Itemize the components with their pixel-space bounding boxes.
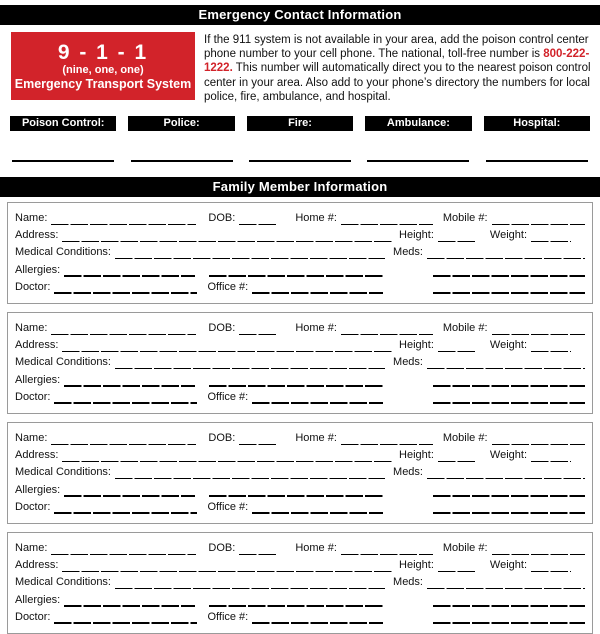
office-phone-field[interactable] bbox=[252, 611, 383, 624]
meds-label: Meds: bbox=[393, 576, 423, 589]
name-field[interactable] bbox=[51, 542, 196, 555]
allergies-extra-field[interactable] bbox=[209, 594, 383, 607]
meds-label: Meds: bbox=[393, 466, 423, 479]
address-field[interactable] bbox=[62, 229, 393, 242]
home-phone-label: Home #: bbox=[295, 542, 337, 555]
hospital-label: Hospital: bbox=[484, 116, 590, 131]
medical-conditions-label: Medical Conditions: bbox=[15, 356, 111, 369]
medical-conditions-field[interactable] bbox=[115, 466, 385, 479]
weight-field[interactable] bbox=[531, 559, 571, 572]
allergies-extra-field[interactable] bbox=[209, 374, 383, 387]
height-field[interactable] bbox=[438, 559, 476, 572]
member-row-doctor bbox=[15, 390, 585, 404]
medical-conditions-label: Medical Conditions: bbox=[15, 576, 111, 589]
office-phone-field[interactable] bbox=[252, 501, 383, 514]
dob-field[interactable] bbox=[239, 322, 277, 335]
member-row-allergies bbox=[15, 593, 585, 607]
page-title: Emergency Contact Information bbox=[0, 5, 600, 25]
poison-control-number-field[interactable] bbox=[12, 160, 114, 162]
name-label: Name: bbox=[15, 212, 48, 225]
meds-extra-field-2[interactable] bbox=[433, 611, 585, 624]
height-field[interactable] bbox=[438, 229, 476, 242]
address-label: Address: bbox=[15, 449, 59, 462]
member-row-address bbox=[15, 448, 585, 462]
allergies-field[interactable] bbox=[64, 264, 195, 277]
member-row-medical bbox=[15, 245, 585, 259]
dob-field[interactable] bbox=[239, 212, 277, 225]
home-phone-label: Home #: bbox=[295, 322, 337, 335]
fire-label: Fire: bbox=[247, 116, 353, 131]
allergies-extra-field[interactable] bbox=[209, 264, 383, 277]
meds-field[interactable] bbox=[427, 576, 585, 589]
office-phone-label: Office #: bbox=[207, 500, 249, 513]
doctor-label: Doctor: bbox=[15, 390, 51, 403]
name-field[interactable] bbox=[51, 212, 196, 225]
weight-field[interactable] bbox=[531, 449, 571, 462]
meds-extra-field-1[interactable] bbox=[433, 484, 585, 497]
member-row-address bbox=[15, 558, 585, 572]
height-label: Height: bbox=[399, 559, 434, 572]
home-phone-field[interactable] bbox=[341, 432, 433, 445]
family-section-title: Family Member Information bbox=[0, 177, 600, 197]
dob-label: DOB: bbox=[208, 322, 236, 335]
family-member-card bbox=[7, 532, 593, 634]
weight-field[interactable] bbox=[531, 229, 571, 242]
poison-control-instructions bbox=[204, 32, 595, 104]
family-member-card bbox=[7, 422, 593, 524]
ambulance-number-field[interactable] bbox=[367, 160, 469, 162]
member-row-doctor bbox=[15, 500, 585, 514]
office-phone-field[interactable] bbox=[252, 391, 383, 404]
office-phone-field[interactable] bbox=[252, 281, 383, 294]
weight-field[interactable] bbox=[531, 339, 571, 352]
home-phone-label: Home #: bbox=[295, 212, 337, 225]
address-field[interactable] bbox=[62, 449, 393, 462]
weight-label: Weight: bbox=[489, 229, 527, 242]
family-members-list bbox=[7, 202, 593, 634]
hospital-number-field[interactable] bbox=[486, 160, 588, 162]
allergies-extra-field[interactable] bbox=[209, 484, 383, 497]
allergies-label: Allergies: bbox=[15, 593, 61, 606]
doctor-field[interactable] bbox=[54, 501, 197, 514]
family-member-card bbox=[7, 312, 593, 414]
member-row-address bbox=[15, 228, 585, 242]
call-911-caption: Emergency Transport System bbox=[14, 76, 192, 91]
meds-field[interactable] bbox=[427, 246, 585, 259]
meds-extra-field-1[interactable] bbox=[433, 374, 585, 387]
doctor-field[interactable] bbox=[54, 391, 197, 404]
member-row-doctor bbox=[15, 280, 585, 294]
meds-label: Meds: bbox=[393, 356, 423, 369]
meds-extra-field-2[interactable] bbox=[433, 391, 585, 404]
address-field[interactable] bbox=[62, 559, 393, 572]
meds-label: Meds: bbox=[393, 246, 423, 259]
ambulance-label: Ambulance: bbox=[365, 116, 471, 131]
doctor-field[interactable] bbox=[54, 281, 197, 294]
meds-extra-field-1[interactable] bbox=[433, 594, 585, 607]
allergies-label: Allergies: bbox=[15, 483, 61, 496]
police-number-field[interactable] bbox=[131, 160, 233, 162]
member-row-name bbox=[15, 211, 585, 225]
address-label: Address: bbox=[15, 229, 59, 242]
home-phone-label: Home #: bbox=[295, 432, 337, 445]
office-phone-label: Office #: bbox=[207, 280, 249, 293]
instructions-text-after: This number will automatically direct you to the nearest poison control center in your area. Also add to your phone’s directory the numbers for local police, fire, ambulance, and hospital. bbox=[204, 62, 591, 103]
dob-field[interactable] bbox=[239, 432, 277, 445]
meds-field[interactable] bbox=[427, 356, 585, 369]
address-field[interactable] bbox=[62, 339, 393, 352]
family-member-card bbox=[7, 202, 593, 304]
police-label: Police: bbox=[128, 116, 234, 131]
allergies-field[interactable] bbox=[64, 374, 195, 387]
meds-extra-field-1[interactable] bbox=[433, 264, 585, 277]
mobile-phone-field[interactable] bbox=[492, 432, 585, 445]
allergies-label: Allergies: bbox=[15, 263, 61, 276]
medical-conditions-label: Medical Conditions: bbox=[15, 246, 111, 259]
name-label: Name: bbox=[15, 542, 48, 555]
doctor-label: Doctor: bbox=[15, 500, 51, 513]
dob-field[interactable] bbox=[239, 542, 277, 555]
dob-label: DOB: bbox=[208, 212, 236, 225]
member-row-allergies bbox=[15, 483, 585, 497]
member-row-allergies bbox=[15, 263, 585, 277]
member-row-name bbox=[15, 431, 585, 445]
height-field[interactable] bbox=[438, 449, 476, 462]
home-phone-field[interactable] bbox=[341, 542, 433, 555]
call-911-number: 9 - 1 - 1 bbox=[57, 40, 149, 64]
member-row-name bbox=[15, 321, 585, 335]
mobile-phone-label: Mobile #: bbox=[442, 432, 488, 445]
call-911-phonetic: (nine, one, one) bbox=[62, 63, 144, 76]
name-field[interactable] bbox=[51, 432, 196, 445]
poison-control-label: Poison Control: bbox=[10, 116, 116, 131]
fire-number-field[interactable] bbox=[249, 160, 351, 162]
emergency-contacts-labels bbox=[10, 116, 590, 131]
home-phone-field[interactable] bbox=[341, 212, 433, 225]
address-label: Address: bbox=[15, 339, 59, 352]
poison-control-phone-number: 800-222-1222. bbox=[204, 48, 590, 75]
mobile-phone-label: Mobile #: bbox=[442, 322, 488, 335]
height-label: Height: bbox=[399, 449, 434, 462]
doctor-label: Doctor: bbox=[15, 610, 51, 623]
allergies-field[interactable] bbox=[64, 594, 195, 607]
mobile-phone-field[interactable] bbox=[492, 322, 585, 335]
meds-extra-field-2[interactable] bbox=[433, 281, 585, 294]
height-label: Height: bbox=[399, 339, 434, 352]
meds-extra-field-2[interactable] bbox=[433, 501, 585, 514]
emergency-911-section bbox=[11, 32, 595, 104]
allergies-field[interactable] bbox=[64, 484, 195, 497]
doctor-field[interactable] bbox=[54, 611, 197, 624]
address-label: Address: bbox=[15, 559, 59, 572]
member-row-medical bbox=[15, 575, 585, 589]
member-row-allergies bbox=[15, 373, 585, 387]
mobile-phone-label: Mobile #: bbox=[442, 212, 488, 225]
weight-label: Weight: bbox=[489, 559, 527, 572]
member-row-medical bbox=[15, 355, 585, 369]
home-phone-field[interactable] bbox=[341, 322, 433, 335]
meds-field[interactable] bbox=[427, 466, 585, 479]
weight-label: Weight: bbox=[489, 449, 527, 462]
dob-label: DOB: bbox=[208, 432, 236, 445]
name-label: Name: bbox=[15, 432, 48, 445]
medical-conditions-field[interactable] bbox=[115, 576, 385, 589]
member-row-medical bbox=[15, 465, 585, 479]
name-field[interactable] bbox=[51, 322, 196, 335]
medical-conditions-field[interactable] bbox=[115, 246, 385, 259]
instructions-text-before: If the 911 system is not available in your area, add the poison control center phone number to your cell phone. The national, toll-free number is bbox=[204, 34, 589, 61]
mobile-phone-field[interactable] bbox=[492, 212, 585, 225]
height-label: Height: bbox=[399, 229, 434, 242]
mobile-phone-field[interactable] bbox=[492, 542, 585, 555]
height-field[interactable] bbox=[438, 339, 476, 352]
medical-conditions-field[interactable] bbox=[115, 356, 385, 369]
medical-conditions-label: Medical Conditions: bbox=[15, 466, 111, 479]
office-phone-label: Office #: bbox=[207, 610, 249, 623]
name-label: Name: bbox=[15, 322, 48, 335]
member-row-name bbox=[15, 541, 585, 555]
dob-label: DOB: bbox=[208, 542, 236, 555]
weight-label: Weight: bbox=[489, 339, 527, 352]
allergies-label: Allergies: bbox=[15, 373, 61, 386]
call-911-box bbox=[11, 32, 195, 100]
mobile-phone-label: Mobile #: bbox=[442, 542, 488, 555]
member-row-doctor bbox=[15, 610, 585, 624]
member-row-address bbox=[15, 338, 585, 352]
emergency-contacts-blanks bbox=[10, 160, 590, 162]
doctor-label: Doctor: bbox=[15, 280, 51, 293]
office-phone-label: Office #: bbox=[207, 390, 249, 403]
